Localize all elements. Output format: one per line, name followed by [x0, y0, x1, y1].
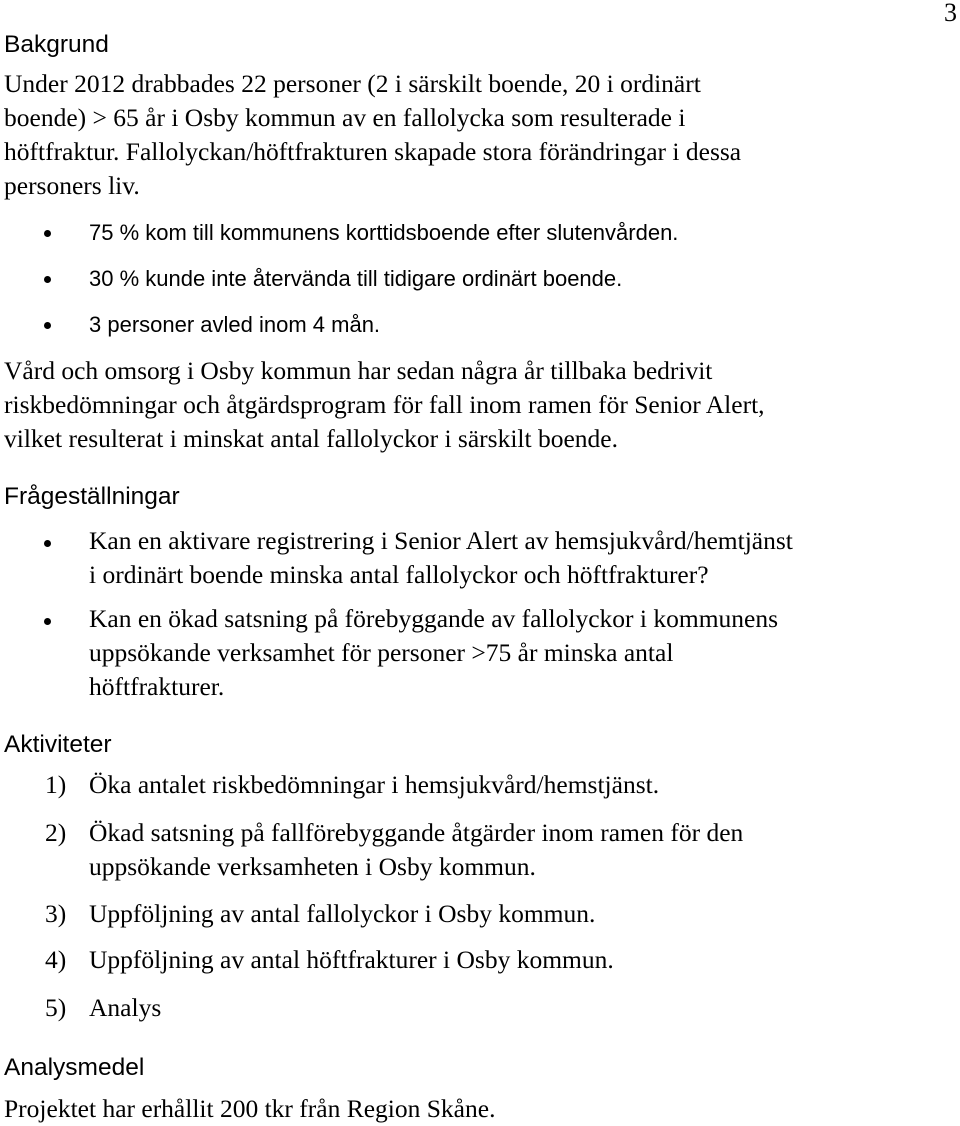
activity-line: Uppföljning av antal fallolyckor i Osby kommun. — [89, 899, 596, 928]
bullet-item: 75 % kom till kommunens korttidsboende efter slutenvården. — [89, 220, 679, 245]
care-paragraph — [4, 354, 952, 456]
bullet-item: 3 personer avled inom 4 mån. — [89, 312, 381, 337]
activity-line: uppsökande verksamheten i Osby kommun. — [89, 852, 536, 881]
activity-item — [89, 943, 952, 977]
paragraph-line: boende) > 65 år i Osby kommun av en fallolycka som resulterade i — [4, 103, 686, 132]
activity-item — [89, 816, 952, 884]
activity-item — [89, 768, 952, 802]
paragraph-line: höftfraktur. Fallolyckan/höftfrakturen skapade stora förändringar i dessa — [4, 137, 742, 166]
activity-item — [89, 897, 952, 931]
section-heading-funding: Analysmedel — [4, 1054, 145, 1081]
activity-line: Ökad satsning på fallförebyggande åtgärder inom ramen för den — [89, 818, 744, 847]
activity-line: Analys — [89, 993, 162, 1022]
background-paragraph — [4, 67, 952, 203]
paragraph-line: vilket resulterat i minskat antal fallolyckor i särskilt boende. — [4, 424, 618, 453]
bullet-dot-icon — [44, 276, 51, 283]
question-line: Kan en ökad satsning på förebyggande av fallolyckor i kommunens — [89, 604, 779, 633]
bullet-item: 30 % kunde inte återvända till tidigare ordinärt boende. — [89, 266, 623, 291]
list-number: 2) — [45, 818, 67, 847]
paragraph-line: Vård och omsorg i Osby kommun har sedan några år tillbaka bedrivit — [4, 356, 713, 385]
activity-item — [89, 991, 952, 1025]
question-line: Kan en aktivare registrering i Senior Alert av hemsjukvård/hemtjänst — [89, 526, 793, 555]
paragraph-line: riskbedömningar och åtgärdsprogram för fall inom ramen för Senior Alert, — [4, 390, 765, 419]
paragraph-line: Under 2012 drabbades 22 personer (2 i särskilt boende, 20 i ordinärt — [4, 69, 701, 98]
question-item — [89, 524, 952, 592]
bullet-dot-icon — [44, 230, 51, 237]
question-line: i ordinärt boende minska antal fallolyckor och höftfrakturer? — [89, 560, 709, 589]
page-number: 3 — [944, 0, 957, 27]
question-line: höftfrakturer. — [89, 672, 225, 701]
funding-text: Projektet har erhållit 200 tkr från Region Skåne. — [4, 1094, 496, 1123]
paragraph-line: personers liv. — [4, 171, 140, 200]
list-number: 3) — [45, 899, 67, 928]
section-heading-activities: Aktiviteter — [4, 731, 112, 758]
question-item — [89, 602, 952, 704]
list-number: 1) — [45, 770, 67, 799]
activity-line: Uppföljning av antal höftfrakturer i Osby kommun. — [89, 945, 614, 974]
section-heading-questions: Frågeställningar — [4, 483, 180, 510]
question-line: uppsökande verksamhet för personer >75 år minska antal — [89, 638, 674, 667]
bullet-dot-icon — [44, 540, 51, 547]
activity-line: Öka antalet riskbedömningar i hemsjukvård/hemstjänst. — [89, 770, 660, 799]
bullet-dot-icon — [44, 618, 51, 625]
bullet-dot-icon — [44, 322, 51, 329]
list-number: 5) — [45, 993, 67, 1022]
section-heading-background: Bakgrund — [4, 31, 109, 58]
list-number: 4) — [45, 945, 67, 974]
